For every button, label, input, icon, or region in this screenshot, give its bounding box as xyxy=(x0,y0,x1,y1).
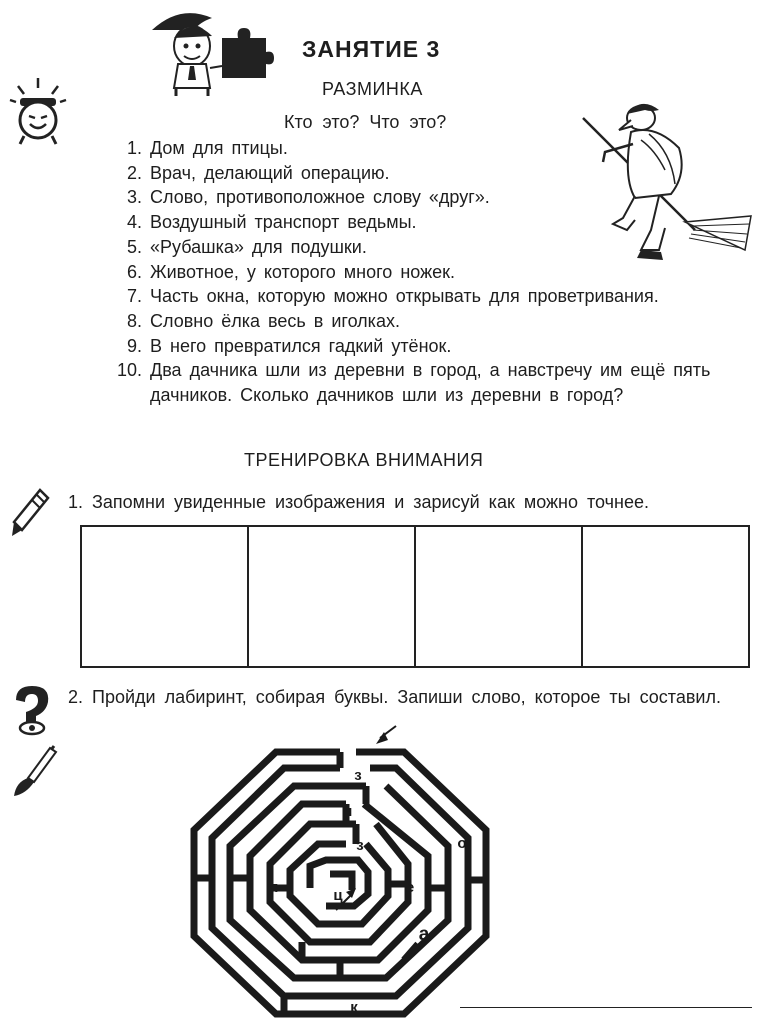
drawing-cell[interactable] xyxy=(583,527,748,666)
warmup-title: РАЗМИНКА xyxy=(322,79,423,99)
item-number: 3. xyxy=(126,187,142,208)
item-text: Слово, противоположное слову «друг». xyxy=(150,187,490,208)
item-number: 5. xyxy=(126,236,142,257)
task-1-text: 1. Запомни увиденные изображения и зарисуй как можно точнее. xyxy=(68,492,649,512)
maze-letter: е xyxy=(405,879,415,896)
pencil-icon xyxy=(10,488,50,538)
maze-letter: о xyxy=(457,835,467,852)
attention-title: ТРЕНИРОВКА ВНИМАНИЯ xyxy=(244,450,484,470)
maze-letter: з xyxy=(356,837,364,854)
item-number: 8. xyxy=(126,310,142,331)
item-text: Словно ёлка весь в иголках. xyxy=(150,310,400,331)
boy-with-puzzle-icon xyxy=(150,8,275,98)
list-item xyxy=(98,161,758,186)
list-item xyxy=(98,185,758,210)
maze-letter: ц xyxy=(333,887,343,904)
item-number: 2. xyxy=(126,162,142,183)
maze-letter: з xyxy=(354,767,362,784)
question-eye-icon xyxy=(10,686,54,736)
answer-line[interactable] xyxy=(460,1007,752,1008)
list-item xyxy=(98,136,758,161)
list-item xyxy=(98,309,758,334)
item-text: Воздушный транспорт ведьмы. xyxy=(150,212,417,233)
maze-letter: ч xyxy=(343,803,353,820)
list-item xyxy=(98,235,758,260)
item-text: Животное, у которого много ножек. xyxy=(150,261,455,282)
list-item xyxy=(98,260,758,285)
maze-letter: к xyxy=(350,999,358,1016)
lesson-title: ЗАНЯТИЕ 3 xyxy=(302,36,441,62)
item-text: Два дачника шли из деревни в город, а навстречу им ещё пять дачников. Сколько дачников шли из деревни в город? xyxy=(150,360,711,406)
item-text: Врач, делающий операцию. xyxy=(150,162,390,183)
warmup-question: Кто это? Что это? xyxy=(284,112,447,132)
maze-wall-ring-6 xyxy=(290,844,388,924)
octagon-maze xyxy=(190,748,490,1018)
drawing-cell[interactable] xyxy=(416,527,583,666)
item-number: 4. xyxy=(126,212,142,233)
drawing-cell[interactable] xyxy=(82,527,249,666)
item-number: 9. xyxy=(126,335,142,356)
maze-letter: я xyxy=(269,879,279,896)
riddle-list xyxy=(98,136,758,408)
maze-letter: а xyxy=(418,924,430,945)
drawing-cell[interactable] xyxy=(249,527,416,666)
drawing-grid[interactable] xyxy=(80,525,750,668)
item-number: 10. xyxy=(116,360,142,381)
item-text: Часть окна, которую можно открывать для проветривания. xyxy=(150,286,659,307)
item-number: 7. xyxy=(126,286,142,307)
list-item xyxy=(98,210,758,235)
item-number: 6. xyxy=(126,261,142,282)
item-text: Дом для птицы. xyxy=(150,138,288,158)
list-item xyxy=(98,334,758,359)
item-text: «Рубашка» для подушки. xyxy=(150,236,367,257)
list-item xyxy=(98,284,758,309)
alarm-clock-icon xyxy=(10,78,66,148)
list-item xyxy=(98,358,758,407)
paintbrush-icon xyxy=(10,744,58,800)
item-number: 1. xyxy=(126,138,142,158)
task-2-text: 2. Пройди лабиринт, собирая буквы. Запиши слово, которое ты составил. xyxy=(68,687,721,707)
item-text: В него превратился гадкий утёнок. xyxy=(150,335,452,356)
